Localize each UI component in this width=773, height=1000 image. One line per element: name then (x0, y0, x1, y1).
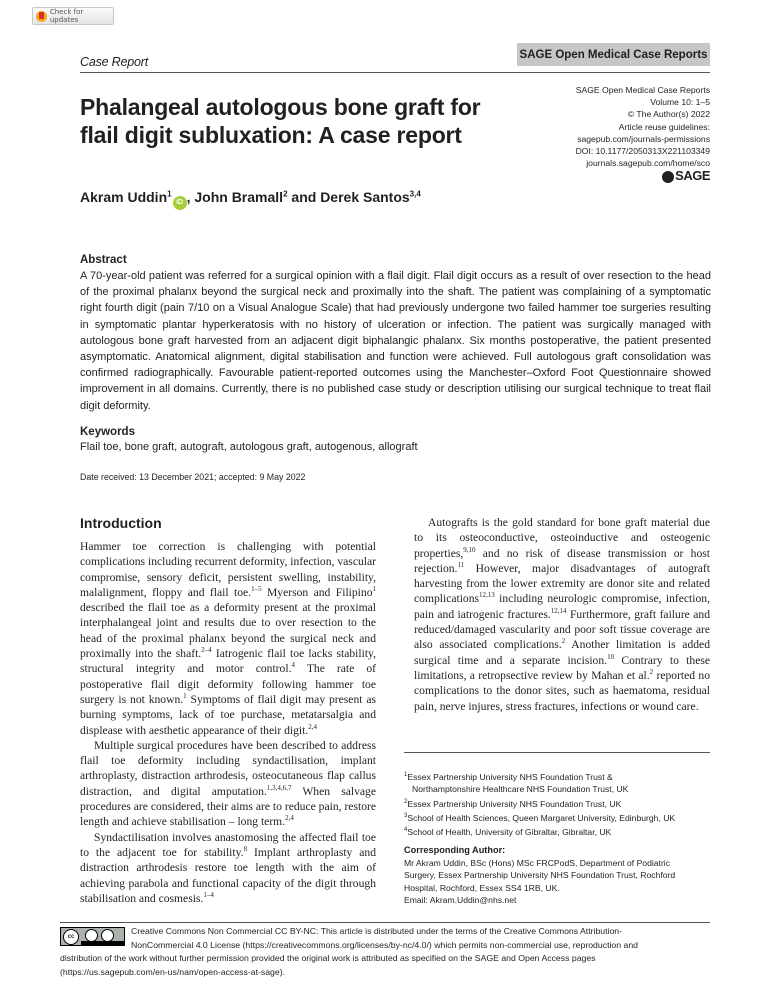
citation-ref[interactable]: 1–5 (251, 585, 262, 594)
meta-copyright: © The Author(s) 2022 (627, 109, 710, 120)
author-list (80, 189, 421, 210)
citation-ref[interactable]: 11 (457, 561, 465, 570)
author-affiliation: 2 (283, 189, 288, 199)
corresponding-line: Hospital, Rochford, Essex SS4 1RB, UK. (404, 882, 560, 893)
paragraph: Hammer toe correction is challenging with potential complications including recurrent deformity, infection, vascular compromise, sensory deficit, persistent swelling, instability, malalignment, floppy and flail toe.$^{1-5}$ Myerson and Filipino$^1$ described the flail toe as a deformity present at the proximal interphalangeal joint and results due to over resection to the head of the proximal phalanx beyond the surgical neck and proximally into the shaft.$^{2-4}$ Iatrogenic flail toe lacks stability, structural integrity and motor control.$^4$ The rate of postoperative flail digit deformity following hammer toe surgery is not known.$^1$ Symptoms of flail digit may present as burning symptoms, lack of toe purchase, metatarsalgia and displease with aesthetic appearance of their digit.$^{2,4}$ (80, 540, 376, 737)
sage-logo (576, 170, 710, 182)
affiliation-1: $^1$Essex Partnership University NHS Foundation Trust & (404, 771, 613, 782)
keywords-text: Flail toe, bone graft, autograft, autologous graft, autogenous, allograft (80, 441, 418, 453)
corresponding-author-heading: Corresponding Author: (404, 845, 506, 856)
citation-ref[interactable]: 2,4 (308, 722, 317, 731)
affiliation-3: $^3$School of Health Sciences, Queen Margaret University, Edinburgh, UK (404, 812, 676, 823)
article-type: Case Report (80, 55, 148, 69)
corresponding-line: Surgery, Essex Partnership University NHS Foundation Trust, Rochford (404, 870, 676, 881)
affiliation-4: $^4$School of Health, University of Gibraltar, Gibraltar, UK (404, 827, 612, 838)
citation-ref[interactable]: 2,4 (285, 814, 294, 823)
affiliation-1-cont: Northamptonshire Healthcare NHS Foundation Trust, UK (412, 784, 629, 795)
abstract-heading: Abstract (80, 254, 127, 266)
keywords-heading: Keywords (80, 426, 135, 438)
citation-ref[interactable]: 10 (607, 652, 615, 661)
corresponding-line: Mr Akram Uddin, BSc (Hons) MSc FRCPodS, Department of Podiatric (404, 857, 671, 868)
paragraph: Syndactilisation involves anastomosing the affected flail toe to the adjacent toe for stability.$^8$ Implant arthroplasty and distraction arthrodesis restore toe length with the aim of achieving parabola and functional capacity of the digit through stabilisation and cosmesis.$^{1-4}$ (80, 830, 377, 905)
citation-ref[interactable]: 8 (243, 845, 248, 854)
introduction-heading: Introduction (80, 515, 162, 531)
corresponding-email[interactable]: Email: Akram.Uddin@nhs.net (404, 895, 517, 906)
author-affiliation: 3,4 (409, 189, 421, 199)
paragraph: Autografts is the gold standard for bone graft material due to its osteoconductive, osteoinductive and osteogenic properties,$^{9,10}$ and no risk of disease transmission or host rejection.$^{11}$ However, major disadvantages of autograft harvesting from the lower extremity are donor site and related complications$^{12,13}$ including neurologic compromise, infection, pain and iatrogenic fractures.$^{12,14}$ Furthermore, graft failure and reduced/damaged vascularity and poor soft tissue coverage are also associated complications.$^2$ Another limitation is added surgical time and a separate incision.$^{10}$ Contrary to these limitations, a retropsective review by Mahan et al.$^2$ reported no complications to the donor sites, such as haematoma, residual pain, nerve injures, stress fractures, infections or wound care. (414, 516, 711, 713)
citation-ref[interactable]: 1 (183, 692, 187, 701)
abstract-text: A 70-year-old patient was referred for a surgical opinion with a flail digit. Flail digit occurs as a result of over resection to the head of the proximal phalanx beyond the surgical neck and proximally into the shaft. The patient was complaining of a symptomatic right fourth digit (pain 7/10 on a Visual Analogue Scale) that had previously undergone two failed hammer toe surgeries resulting in symptomatic plantar hyperkeratosis with no history of ulceration or infection. The patient was surgically managed with autologous bone graft harvested from an adjacent digit biphalangic phalanx. Six months postoperative, the patient presented asymptomatic. Anatomical alignment, digital stabilisation and function were achieved. Full autologous graft consolidation was confirmed radiographically. Favourable patient-reported outcomes using the Manchester–Oxford Foot Questionnaire showed improvement in all domains. Currently, there is no published case study or description utilising our surgical technique to treat flail digit deformity. (80, 270, 711, 412)
citation-ref[interactable]: 4 (291, 661, 295, 670)
citation-ref[interactable]: 1 (372, 585, 376, 594)
license-line: Creative Commons Non Commercial CC BY-NC: This article is distributed under the terms of the Creative Commons Attribution- (131, 926, 623, 936)
license-line: NonCommercial 4.0 License (https://creativecommons.org/licenses/by-nc/4.0/) which permits non-commercial use, reproduction and (131, 939, 638, 950)
meta-journal: SAGE Open Medical Case Reports (575, 85, 710, 95)
meta-volume: Volume 10: 1–5 (650, 97, 710, 108)
license-block (60, 925, 710, 979)
author-name: Akram Uddin (80, 189, 168, 205)
body-column-left (80, 539, 376, 906)
article-meta (576, 84, 710, 183)
author-separator: , (186, 189, 195, 205)
meta-reuse-link[interactable]: sagepub.com/journals-permissions (577, 133, 710, 144)
license-line: (https://us.sagepub.com/en-us/nam/open-access-at-sage). (60, 966, 286, 977)
citation-ref[interactable]: 2 (561, 637, 566, 646)
header-divider (80, 72, 710, 73)
meta-doi[interactable]: DOI: 10.1177/2050313X221103349 (575, 146, 710, 157)
paragraph: Multiple surgical procedures have been described to address flail toe deformity including syndactilisation, implant arthroplasty, distraction arthrodesis, osteocutaneous flap callus distraction, and digital amputation.$^{1,3,4,6,7}$ When salvage procedures are considered, their aims are to reduce pain, restore length and achieve stabilisation – long term.$^{2,4}$ (80, 738, 376, 829)
license-divider (60, 922, 710, 923)
meta-reuse-label: Article reuse guidelines: (618, 121, 710, 132)
citation-ref[interactable]: 2–4 (201, 646, 212, 655)
sage-logo-icon (662, 171, 674, 183)
cc-by-nc-badge[interactable] (60, 927, 125, 946)
check-for-updates-label: Check for updates (49, 8, 84, 24)
author-name: Derek Santos (320, 189, 410, 205)
author-affiliation: 1 (167, 189, 172, 199)
body-column-right (414, 515, 710, 714)
badge-strip (81, 941, 124, 945)
sage-logo-text: SAGE (675, 168, 710, 184)
citation-ref[interactable]: 1–4 (203, 890, 214, 899)
author-name: John Bramall (194, 189, 284, 205)
citation-ref[interactable]: 12,13 (479, 591, 495, 600)
orcid-icon[interactable]: iD (173, 196, 187, 210)
affiliation-2: $^2$Essex Partnership University NHS Foundation Trust, UK (404, 798, 622, 809)
check-for-updates-button[interactable] (32, 7, 114, 25)
citation-ref[interactable]: 12,14 (550, 606, 567, 615)
license-line: distribution of the work without further permission provided the original work is attributed as specified on the SAGE and Open Access pages (60, 953, 596, 964)
dates-received-accepted: Date received: 13 December 2021; accepted: 9 May 2022 (80, 472, 306, 482)
citation-ref[interactable]: 2 (649, 668, 654, 677)
cc-icon: cc (63, 929, 79, 945)
author-separator: and (287, 189, 321, 205)
citation-ref[interactable]: 9,10 (463, 545, 476, 554)
footnotes (404, 769, 714, 907)
bookmark-icon (36, 11, 47, 22)
footnote-divider (404, 752, 710, 753)
journal-name-tab: SAGE Open Medical Case Reports (517, 43, 710, 66)
meta-journal-url[interactable]: journals.sagepub.com/home/sco (586, 158, 710, 169)
article-title: Phalangeal autologous bone graft for flail digit subluxation: A case report (80, 94, 481, 148)
citation-ref[interactable]: 1,3,4,6,7 (266, 783, 292, 792)
